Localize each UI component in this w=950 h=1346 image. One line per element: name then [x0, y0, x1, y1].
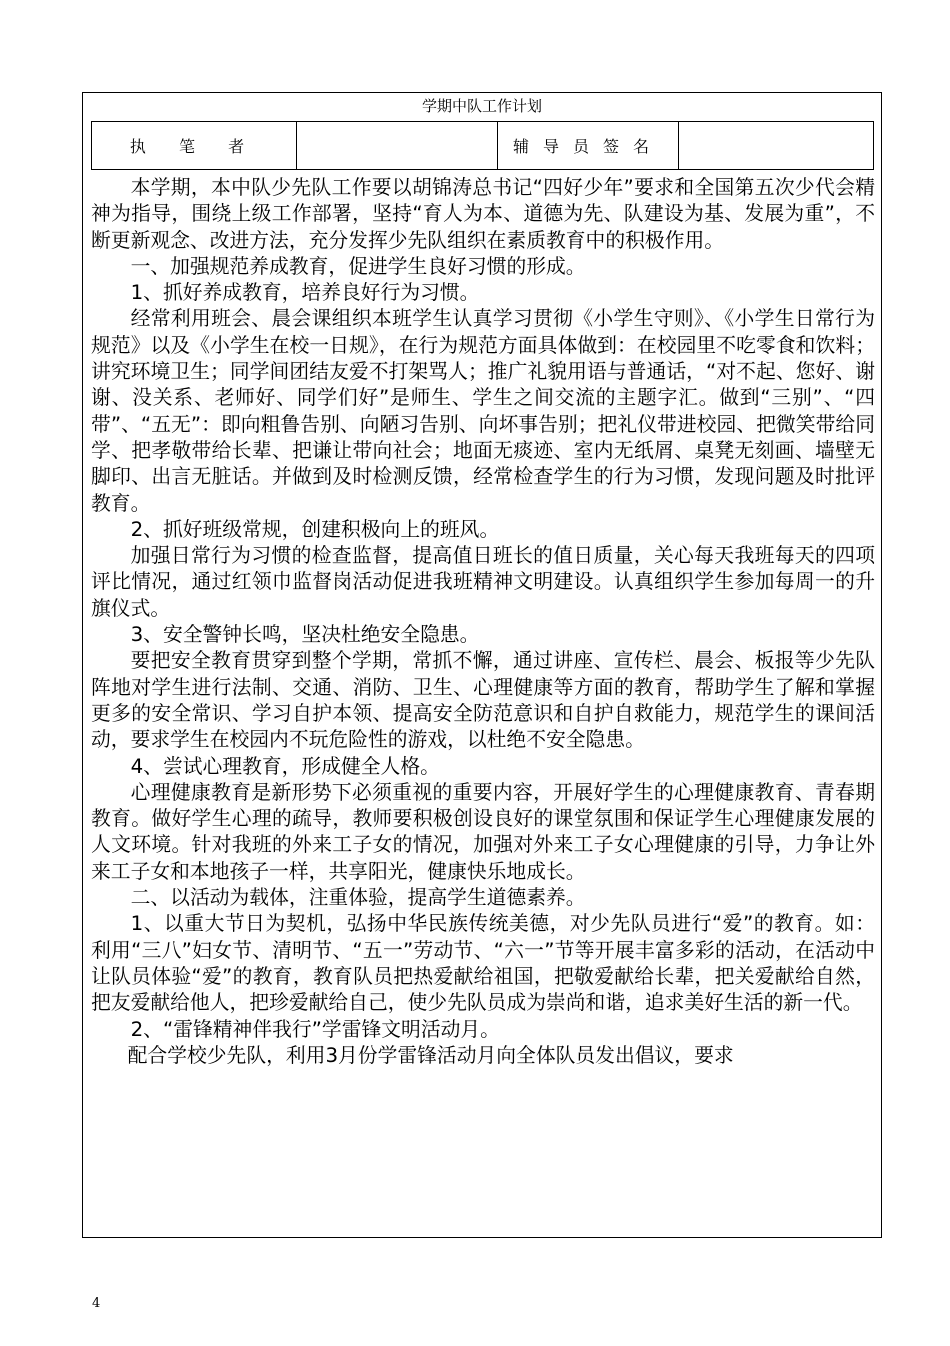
- section-heading: 一、加强规范养成教育，促进学生良好习惯的形成。: [130, 254, 586, 278]
- subsection-heading: 2、抓好班级常规，创建积极向上的班风。: [130, 517, 500, 541]
- subsection-heading: 1、抓好养成教育，培养良好行为习惯。: [130, 281, 480, 305]
- counselor-signature-field[interactable]: [679, 122, 874, 170]
- subsection-heading: 3、安全警钟长鸣，坚决杜绝安全隐患。: [130, 623, 480, 647]
- counselor-label: 辅导员签名: [498, 122, 679, 170]
- document-frame: [82, 92, 882, 1238]
- page-number: 4: [92, 1296, 101, 1311]
- paragraph: 心理健康教育是新形势下必须重视的重要内容，开展好学生的心理健康教育、青春期教育。做好学生心理的疏导，教师要积极创设良好的课堂氛围和保证学生心理健康发展的人文环境。针对我班的外来工子女的情况，加强对外来工子女心理健康的引导，力争让外来工子女和本地孩子一样，共享阳光，健康快乐地成长。: [91, 780, 875, 883]
- author-field[interactable]: [297, 122, 498, 170]
- paragraph: 本学期，本中队少先队工作要以胡锦涛总书记“四好少年”要求和全国第五次少代会精神为指导，围绕上级工作部署，坚持“育人为本、道德为先、队建设为基、发展为重”，不断更新观念、改进方法，充分发挥少先队组织在素质教育中的积极作用。: [91, 176, 875, 252]
- subsection-heading: 4、尝试心理教育，形成健全人格。: [130, 754, 440, 778]
- author-label: 执 笔 者: [92, 122, 297, 170]
- paragraph: 要把安全教育贯穿到整个学期，常抓不懈，通过讲座、宣传栏、晨会、板报等少先队阵地对学生进行法制、交通、消防、卫生、心理健康等方面的教育，帮助学生了解和掌握更多的安全常识、学习自护本领、提高安全防范意识和自护自救能力，规范学生的课间活动，要求学生在校园内不玩危险性的游戏，以杜绝不安全隐患。: [91, 649, 875, 752]
- document-title: 学期中队工作计划: [421, 97, 542, 115]
- paragraph: 配合学校少先队，利用3月份学雷锋活动月向全体队员发出倡议，要求: [127, 1043, 734, 1067]
- paragraph: 加强日常行为习惯的检查监督，提高值日班长的值日质量，关心每天我班每天的四项评比情况，通过红领巾监督岗活动促进我班精神文明建设。认真组织学生参加每周一的升旗仪式。: [91, 544, 875, 620]
- paragraph: 经常利用班会、晨会课组织本班学生认真学习贯彻《小学生守则》、《小学生日常行为规范》以及《小学生在校一日规》，在行为规范方面具体做到：在校园里不吃零食和饮料；讲究环境卫生；同学间团结友爱不打架骂人；推广礼貌用语与普通话，“对不起、您好、谢谢、没关系、老师好、同学们好”是师生、学生之间交流的主题字汇。做到“三别”、“四带”、“五无”：即向粗鲁告别、向陋习告别、向坏事告别；把礼仪带进校园、把微笑带给同学、把孝敬带给长辈、把谦让带向社会；地面无痰迹、室内无纸屑、桌凳无刻画、墙壁无脚印、出言无脏话。并做到及时检测反馈，经常检查学生的行为习惯，发现问题及时批评教育。: [91, 307, 875, 515]
- signature-table: [91, 121, 874, 170]
- paragraph: 1、以重大节日为契机，弘扬中华民族传统美德，对少先队员进行“爱”的教育。如：利用“三八”妇女节、清明节、“五一”劳动节、“六一”节等开展丰富多彩的活动，在活动中让队员体验“爱”的教育，教育队员把热爱献给祖国，把敬爱献给长辈，把关爱献给自然，把友爱献给他人，把珍爱献给自己，使少先队员成为崇尚和谐，追求美好生活的新一代。: [91, 912, 875, 1015]
- plan-body: [91, 175, 875, 1069]
- section-heading: 二、以活动为载体，注重体验，提高学生道德素养。: [130, 886, 586, 910]
- subsection-heading: 2、“雷锋精神伴我行”学雷锋文明活动月。: [130, 1017, 500, 1041]
